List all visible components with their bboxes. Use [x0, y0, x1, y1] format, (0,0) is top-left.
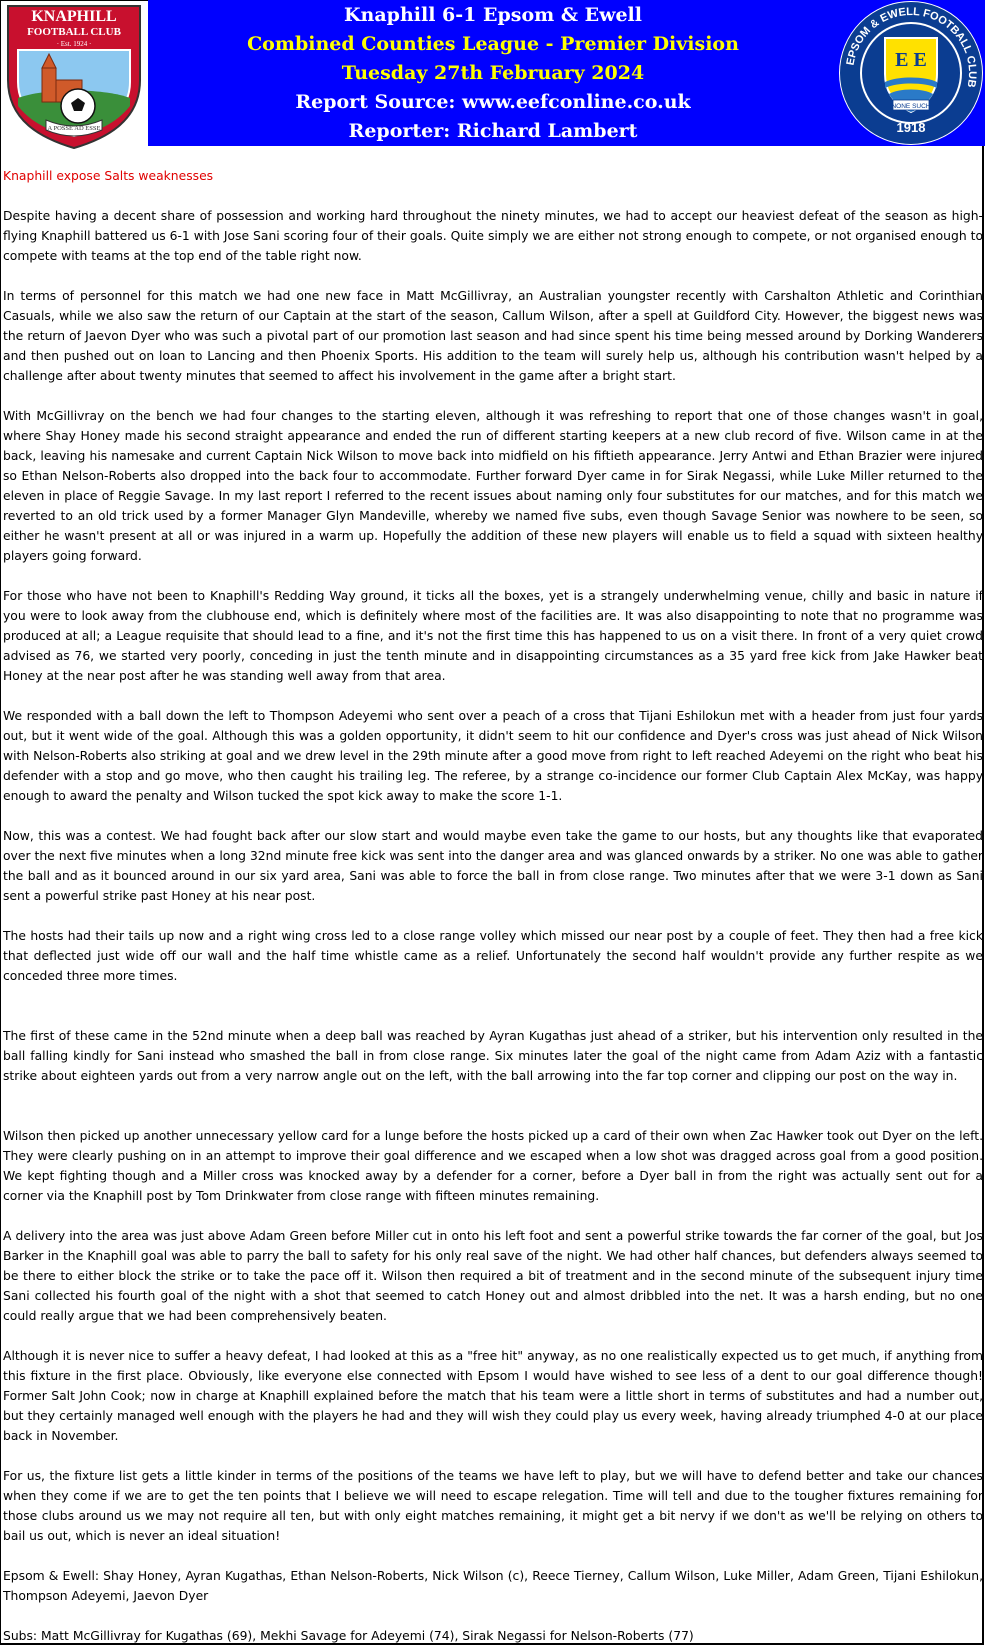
article-paragraph: Wilson then picked up another unnecessary yellow card for a lunge before the hosts picked up a card of their own when Zac Hawker took out Dyer on the left. They were clearly pushing on in an attempt to improve their goal difference and we escaped when a low shot was dragged across goal from a good position. We kept fighting though and a Miller cross was knocked away by a defender for a corner, before a Dyer ball in from the right was actually sent out for a corner via the Knaphill post by Tom Drinkwater from close range with fifteen minutes remaining. — [3, 1129, 983, 1203]
article-paragraph: Despite having a decent share of possession and working hard throughout the ninety minutes, we had to accept our heaviest defeat of the season as high-flying Knaphill battered us 6-1 with Jose Sani scoring four of their goals. Quite simply we are either not strong enough to compete, or not organised enough to compete with teams at the top end of the table right now. — [3, 209, 983, 263]
article-paragraph: For us, the fixture list gets a little kinder in terms of the positions of the teams we have left to play, but we will have to defend better and take our chances when they come if we are to get the ten points that I believe we will need to escape relegation. Time will tell and due to the tougher fixtures remaining for those clubs around us we may not require all ten, but with only eight matches remaining, it might get a bit nervy if we don't as we'll be relying on others to bail us out, which is never an ideal situation! — [3, 1469, 983, 1543]
crest-name-line1: KNAPHILL — [31, 8, 117, 25]
match-date: Tuesday 27th February 2024 — [341, 62, 645, 84]
crest-motto: A POSSE AD ESSE — [47, 125, 101, 132]
crest-year: 1918 — [896, 120, 926, 135]
article-paragraph: We responded with a ball down the left to Thompson Adeyemi who sent over a peach of a cross that Tijani Eshilokun met with a header from just four yards out, but it went wide of the goal. Although this was a golden opportunity, it didn't seem to hit our confidence and Dyer's cross was just ahead of Nick Wilson with Nelson-Roberts also striking at goal and we drew level in the 29th minute after a good move from right to left reached Adeyemi on the right who beat his defender with a stop and go move, who then caught his trailing leg. The referee, by a strange co-incidence our former Club Captain Alex McKay, was happy enough to award the penalty and Wilson tucked the spot kick away to make the score 1-1. — [3, 709, 983, 803]
crest-letters: E E — [895, 49, 927, 71]
crest-scroll: NONE SUCH — [891, 103, 931, 110]
crest-name-line2: FOOTBALL CLUB — [27, 26, 121, 38]
article-paragraph: With McGillivray on the bench we had four changes to the starting eleven, although it was refreshing to report that one of those changes wasn't in goal, where Shay Honey made his second straight appearance and ended the run of different starting keepers at a new club record of five. Wilson came in at the back, leaving his namesake and current Captain Nick Wilson to move back into midfield on his fiftieth appearance. Jerry Antwi and Ethan Brazier were injured so Ethan Nelson-Roberts also dropped into the back four to accommodate. Further forward Dyer came in for Sirak Negassi, while Luke Miller returned to the eleven in place of Reggie Savage. In my last report I referred to the recent issues about naming only four substitutes for our matches, and for this match we reverted to an old trick used by a former Manager Glyn Mandeville, whereby we named five subs, even though Savage Senior was nowhere to be seen, so either he wasn't present at all or was injured in a warm up. Hopefully the addition of these new players will enable us to field a squad with sixteen healthy players going forward. — [3, 409, 983, 563]
article-paragraph: The first of these came in the 52nd minute when a deep ball was reached by Ayran Kugathas just ahead of a striker, but his intervention only resulted in the ball falling kindly for Sani instead who smashed the ball in from close range. Six minutes later the goal of the night came from Adam Aziz with a fantastic strike about eighteen yards out from a very narrow angle out on the left, with the ball arrowing into the far top corner and clipping our post on the way in. — [3, 1029, 983, 1083]
epsom-ewell-crest-logo — [837, 0, 985, 146]
article-paragraph: Now, this was a contest. We had fought back after our slow start and would maybe even take the game to our hosts, but any thoughts like that evaporated over the next five minutes when a long 32nd minute free kick was sent into the danger area and was glanced onwards by a striker. No one was able to gather the ball and as it bounced around in our six yard area, Sani was able to force the ball in from close range. Two minutes after that we were 3-1 down as Sani sent a powerful strike past Honey at his near post. — [3, 829, 983, 903]
article-body — [3, 166, 983, 1646]
article-paragraph: In terms of personnel for this match we had one new face in Matt McGillivray, an Australian youngster recently with Carshalton Athletic and Corinthian Casuals, while we also saw the return of our Captain at the start of the season, Callum Wilson, after a spell at Guildford City. However, the biggest news was the return of Jaevon Dyer who was such a pivotal part of our promotion last season and had since spent his time being messed around by Dorking Wanderers and then pushed out on loan to Lancing and then Phoenix Sports. His addition to the team will surely help us, although his contribution wasn't helped by a challenge after about twenty minutes that seemed to affect his involvement in the game after a bright start. — [3, 289, 983, 383]
article-paragraph: For those who have not been to Knaphill's Redding Way ground, it ticks all the boxes, yet is a strangely underwhelming venue, chilly and basic in nature if you were to look away from the clubhouse end, which is definitely where most of the facilities are. It was also disappointing to note that no programme was produced at all; a League requisite that should lead to a fine, and it's not the first time this has happened to us on a visit there. In front of a very quiet crowd advised as 76, we started very poorly, conceding in just the tenth minute and in disappointing circumstances as a 35 yard free kick from Jake Hawker beat Honey at the near post after he was standing well away from that area. — [3, 589, 983, 683]
competition-title: Combined Counties League - Premier Division — [247, 33, 739, 55]
team-lineup: Epsom & Ewell: Shay Honey, Ayran Kugathas, Ethan Nelson-Roberts, Nick Wilson (c), Reece Tierney, Callum Wilson, Luke Miller, Adam Green, Tijani Eshilokun, Thompson Adeyemi, Jaevon Dyer — [3, 1569, 983, 1603]
report-source: Report Source: www.eefconline.co.uk — [295, 91, 691, 113]
article-paragraph: A delivery into the area was just above Adam Green before Miller cut in onto his left foot and sent a powerful strike towards the far corner of the goal, but Jos Barker in the Knaphill goal was able to parry the ball to safety for his only real save of the night. We had other half chances, but defenders always seemed to be there to either block the strike or to take the pace off it. Wilson then required a bit of treatment and in the second minute of the subsequent injury time Sani collected his fourth goal of the night with a shot that seemed to catch Honey out and almost dribbled into the net. It was a harsh ending, but no one could really argue that we had been comprehensively beaten. — [3, 1229, 983, 1323]
knaphill-crest-logo — [4, 2, 144, 150]
article-paragraph: Although it is never nice to suffer a heavy defeat, I had looked at this as a "free hit" anyway, as no one realistically expected us to get much, if anything from this fixture in the first place. Obviously, like everyone else connected with Epsom I would have wished to see less of a dent to our goal difference though! Former Salt John Cook; now in charge at Knaphill explained before the match that his team were a little short in terms of substitutes and had a number out, but they certainly managed well enough with the players he had and they will wish they could play us every week, having already triumphed 4-0 at our place back in November. — [3, 1349, 983, 1443]
article-headline: Knaphill expose Salts weaknesses — [3, 169, 214, 183]
crest-est: · Est. 1924 · — [56, 40, 92, 48]
substitutes-list: Subs: Matt McGillivray for Kugathas (69), Mekhi Savage for Adeyemi (74), Sirak Negassi for Nelson-Roberts (77) — [3, 1629, 694, 1643]
crest-ring-text: EPSOM & EWELL FOOTBALL CLUB — [844, 5, 979, 89]
match-score-title: Knaphill 6-1 Epsom & Ewell — [344, 4, 642, 26]
article-paragraph: The hosts had their tails up now and a right wing cross led to a close range volley which missed our near post by a couple of feet. They then had a free kick that deflected just wide off our wall and the half time whistle came as a relief. Unfortunately the second half wouldn't provide any further respite as we conceded three more times. — [3, 929, 983, 983]
reporter-name: Reporter: Richard Lambert — [348, 120, 638, 142]
